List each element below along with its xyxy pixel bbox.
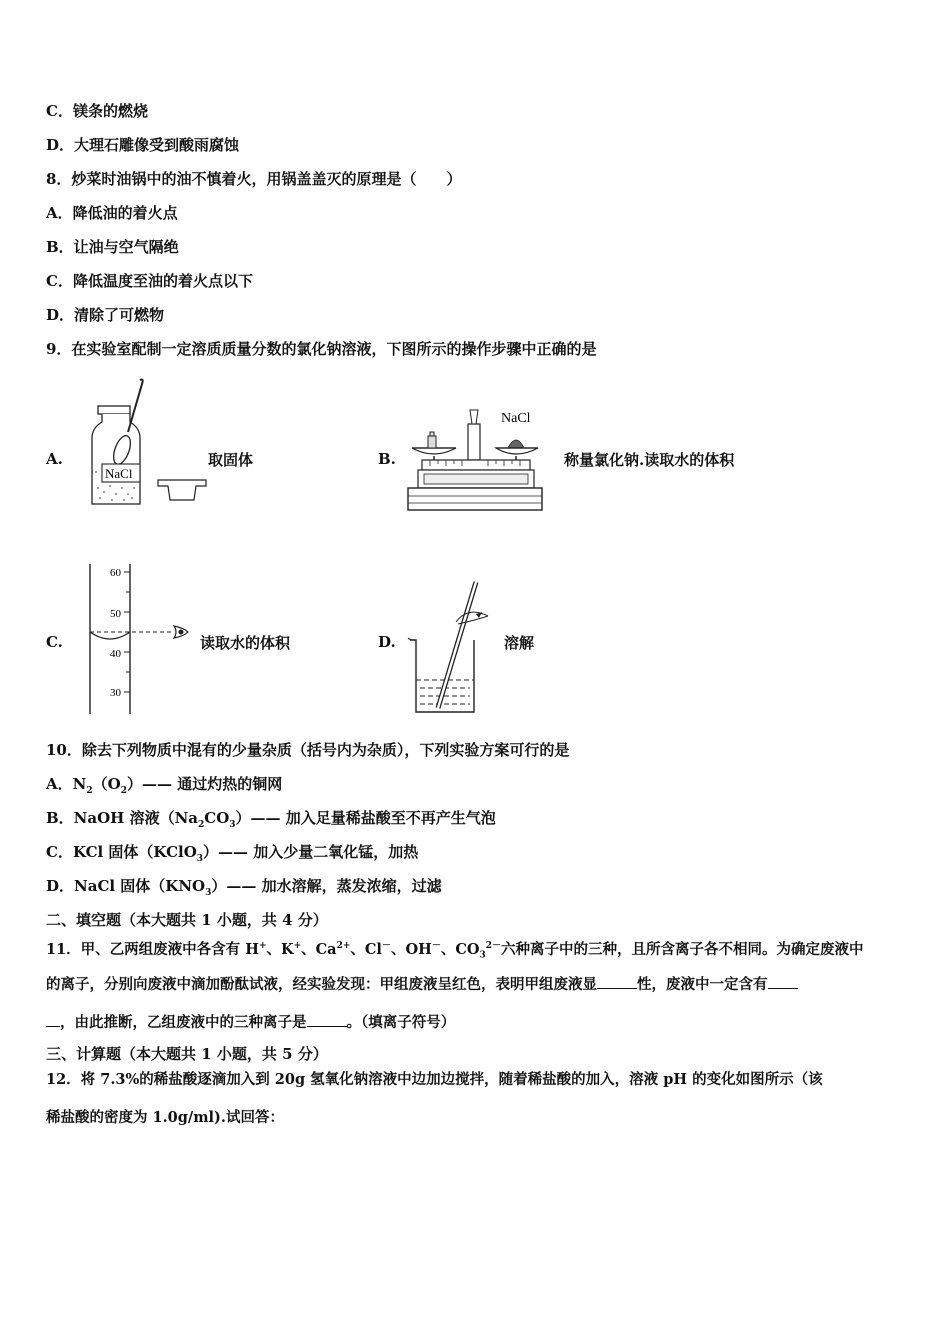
blank-2b[interactable] [46, 1012, 60, 1027]
blank-3[interactable] [307, 1012, 347, 1027]
tick-40: 40 [110, 648, 121, 660]
bottle-label: NaCl [105, 466, 133, 481]
q9-letter-b: B. [378, 450, 396, 468]
q7-option-c: C．镁条的燃烧 [46, 102, 148, 120]
q9-caption-b: 称量氯化钠.读取水的体积 [564, 451, 735, 469]
q8-option-b: B．让油与空气隔绝 [46, 238, 179, 256]
q10-option-d: D．NaCl 固体$(KNO_3)——$ 加水溶解，蒸发浓缩，过滤 [46, 877, 442, 898]
graduated-cylinder-figure [84, 560, 194, 716]
q8-option-c: C．降低温度至油的着火点以下 [46, 272, 253, 290]
q8-option-d: D．清除了可燃物 [46, 306, 165, 324]
q7-option-d: D．大理石雕像受到酸雨腐蚀 [46, 136, 240, 154]
q9-caption-a: 取固体 [208, 451, 254, 469]
beaker-stirring-figure [404, 576, 504, 716]
q11-line-3: ，由此推断，乙组废液中的三种离子是 。（填离子符号） [46, 1012, 455, 1033]
blank-2a[interactable] [768, 974, 798, 989]
q10-option-a: A．$N_2(O_2)——$ 通过灼热的铜网 [46, 775, 283, 796]
q10-option-b: B．NaOH 溶液$(Na_2CO_3)——$ 加入足量稀盐酸至不再产生气泡 [46, 809, 496, 830]
q10-stem: 10．除去下列物质中混有的少量杂质（括号内为杂质），下列实验方案可行的是 [46, 741, 570, 759]
q9-caption-c: 读取水的体积 [200, 634, 291, 652]
q10-option-c: C．KCl 固体（KClO$_3$）—— 加入少量二氧化锰，加热 [46, 843, 419, 864]
blank-1[interactable] [597, 974, 637, 989]
q11-line-1: 11．甲、乙两组废液中各含有 H+、K+、$Ca^{2+}$、Cl－、OH－、$CO_3^{2-}$六种离子中的三种，且所含离子各不相同。为确定废液中 [46, 940, 864, 961]
q9-letter-d: D. [378, 633, 396, 651]
balance-scale-figure [404, 404, 554, 514]
reagent-bottle-figure [82, 376, 212, 510]
q8-option-a: A．降低油的着火点 [46, 204, 178, 222]
section-2-heading: 二、填空题（本大题共 1 小题，共 4 分） [46, 911, 328, 929]
q9-caption-d: 溶解 [504, 634, 535, 652]
tick-50: 50 [110, 608, 121, 620]
q12-line-1: 12．将 7.3%的稀盐酸逐滴加入到 20g 氢氧化钠溶液中边加边搅拌，随着稀盐酸的加入，溶液 pH 的变化如图所示（该 [46, 1071, 823, 1088]
balance-label: NaCl [501, 411, 531, 426]
q9-stem: 9．在实验室配制一定溶质质量分数的氯化钠溶液，下图所示的操作步骤中正确的是 [46, 340, 597, 358]
tick-30: 30 [110, 687, 121, 699]
section-3-heading: 三、计算题（本大题共 1 小题，共 5 分） [46, 1045, 328, 1063]
q9-letter-c: C. [46, 633, 63, 651]
q11-line-2: 的离子，分别向废液中滴加酚酞试液，经实验发现：甲组废液呈红色，表明甲组废液显 性，废液中一定含有 [46, 974, 798, 995]
q8-stem: 8．炒菜时油锅中的油不慎着火，用锅盖盖灭的原理是（ ） [46, 170, 462, 188]
tick-60: 60 [110, 567, 121, 579]
q9-letter-a: A. [46, 450, 63, 468]
q12-line-2: 稀盐酸的密度为 1.0g/ml).试回答： [46, 1109, 284, 1126]
